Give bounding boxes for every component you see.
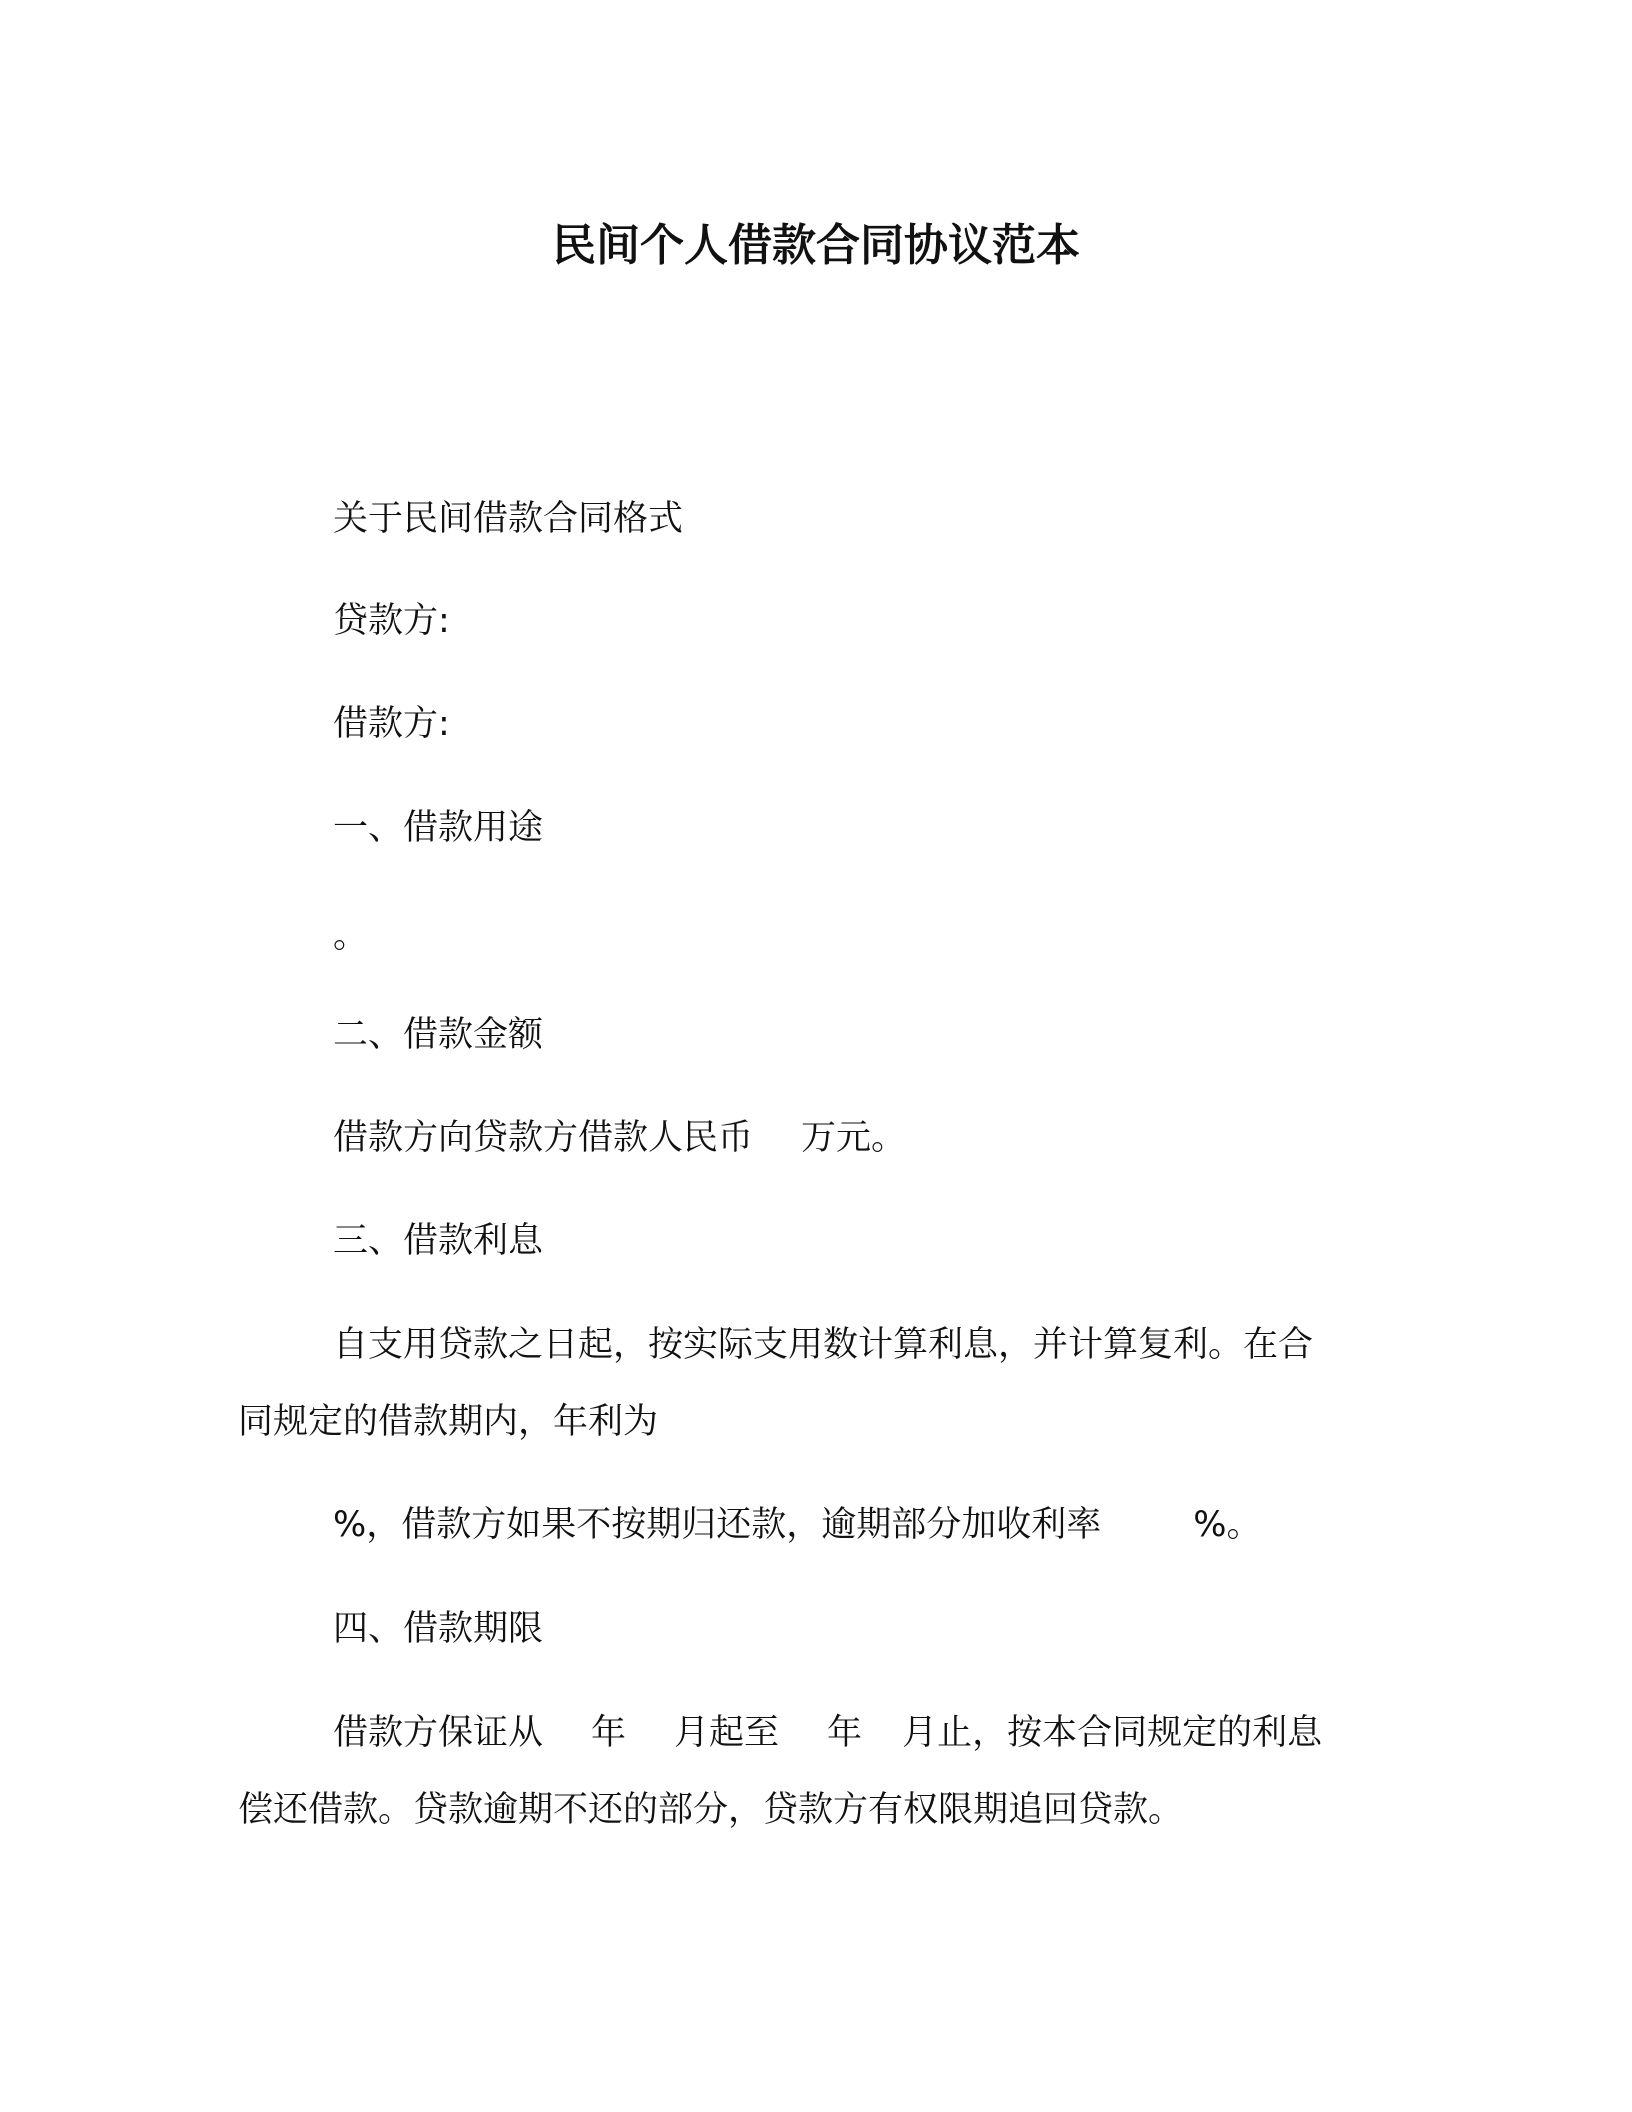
section-3-body-line-2: 同规定的借款期内，年利为 [238, 1402, 659, 1442]
section-4-from-text: 借款方保证从 [333, 1713, 544, 1753]
section-2-body-unit: 万元。 [801, 1118, 907, 1158]
section-3-body-rate-text: %，借款方如果不按期归还款，逾期部分加收利率 [333, 1505, 1102, 1545]
section-2-body [333, 1115, 906, 1161]
contract-format-heading: 关于民间借款合同格式 [333, 499, 684, 539]
section-4-body-line-2: 偿还借款。贷款逾期不还的部分，贷款方有权限期追回贷款。 [238, 1790, 1184, 1830]
section-4-month-2: 月止，按本合同规定的利息 [902, 1713, 1323, 1753]
section-4-year-1: 年 [591, 1713, 627, 1753]
borrower-label: 借款方: [333, 704, 450, 744]
section-2-body-text: 借款方向贷款方借款人民币 [333, 1118, 754, 1158]
section-4-title: 四、借款期限 [333, 1609, 544, 1649]
document-title: 民间个人借款合同协议范本 [552, 220, 1080, 271]
section-1-title: 一、借款用途 [333, 808, 544, 848]
section-2-title: 二、借款金额 [333, 1015, 544, 1055]
section-3-body-line-1: 自支用贷款之日起，按实际支用数计算利息，并计算复利。在合 [333, 1325, 1314, 1365]
section-1-body: 。 [333, 916, 369, 956]
section-3-body-line-3 [333, 1502, 1262, 1548]
section-4-body-line-1 [333, 1710, 1322, 1756]
section-3-body-rate-unit: %。 [1193, 1505, 1262, 1545]
lender-label: 贷款方: [333, 601, 450, 641]
section-3-title: 三、借款利息 [333, 1221, 544, 1261]
section-4-year-2: 年 [827, 1713, 863, 1753]
section-4-month-1: 月起至 [674, 1713, 780, 1753]
